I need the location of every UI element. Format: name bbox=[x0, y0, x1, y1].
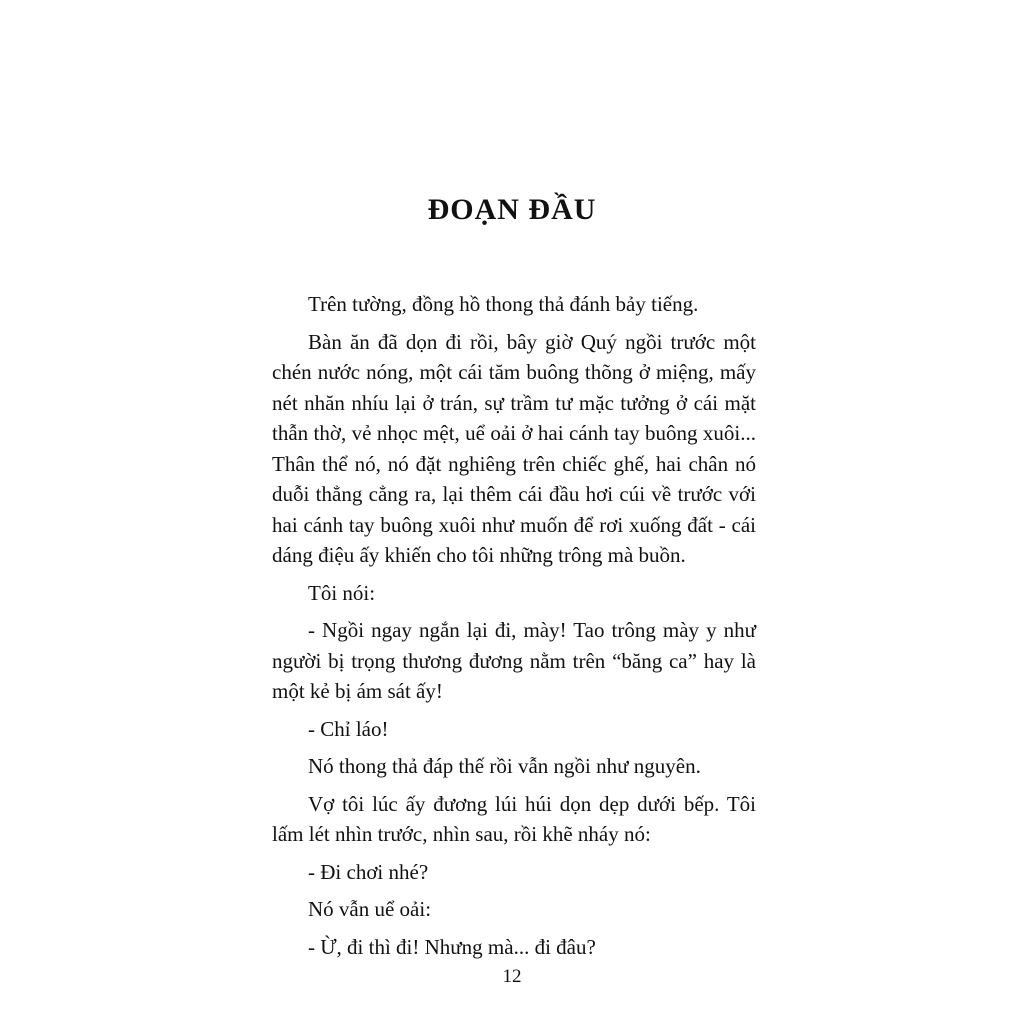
dialogue-line: - Ừ, đi thì đi! Nhưng mà... đi đâu? bbox=[308, 934, 596, 959]
dialogue-line: - Chỉ láo! bbox=[308, 716, 389, 741]
paragraph: Vợ tôi lúc ấy đương lúi húi dọn dẹp dưới bếp. Tôi lấm lét nhìn trước, nhìn sau, rồi khẽ nháy nó: bbox=[272, 791, 756, 846]
paragraph: Tôi nói: bbox=[308, 580, 376, 605]
chapter-title: ĐOẠN ĐẦU bbox=[427, 193, 597, 226]
paragraph: Nó vẫn uể oải: bbox=[308, 897, 432, 921]
dialogue-line: - Ngồi ngay ngắn lại đi, mày! Tao trông mày y như người bị trọng thương đương nằm trên “băng ca” hay là một kẻ bị ám sát ấy! bbox=[272, 618, 756, 703]
paragraph: Trên tường, đồng hồ thong thả đánh bảy tiếng. bbox=[308, 292, 699, 316]
paragraph: Nó thong thả đáp thế rồi vẫn ngồi như nguyên. bbox=[308, 754, 701, 778]
dialogue-line: - Đi chơi nhé? bbox=[308, 859, 429, 884]
body-text bbox=[272, 289, 756, 969]
page-number: 12 bbox=[502, 966, 522, 987]
paragraph: Bàn ăn đã dọn đi rồi, bây giờ Quý ngồi trước một chén nước nóng, một cái tăm buông thõng ở miệng, mấy nét nhăn nhíu lại ở trán, sự trầm tư mặc tưởng ở cái mặt thẫn thờ, vẻ nhọc mệt, uể oải ở hai cánh tay buông xuôi... Thân thể nó, nó đặt nghiêng trên chiếc ghế, hai chân nó duỗi thẳng cẳng ra, lại thêm cái đầu hơi cúi về trước với hai cánh tay buông xuôi như muốn để rơi xuống đất - cái dáng điệu ấy khiến cho tôi những trông mà buồn. bbox=[272, 329, 756, 567]
